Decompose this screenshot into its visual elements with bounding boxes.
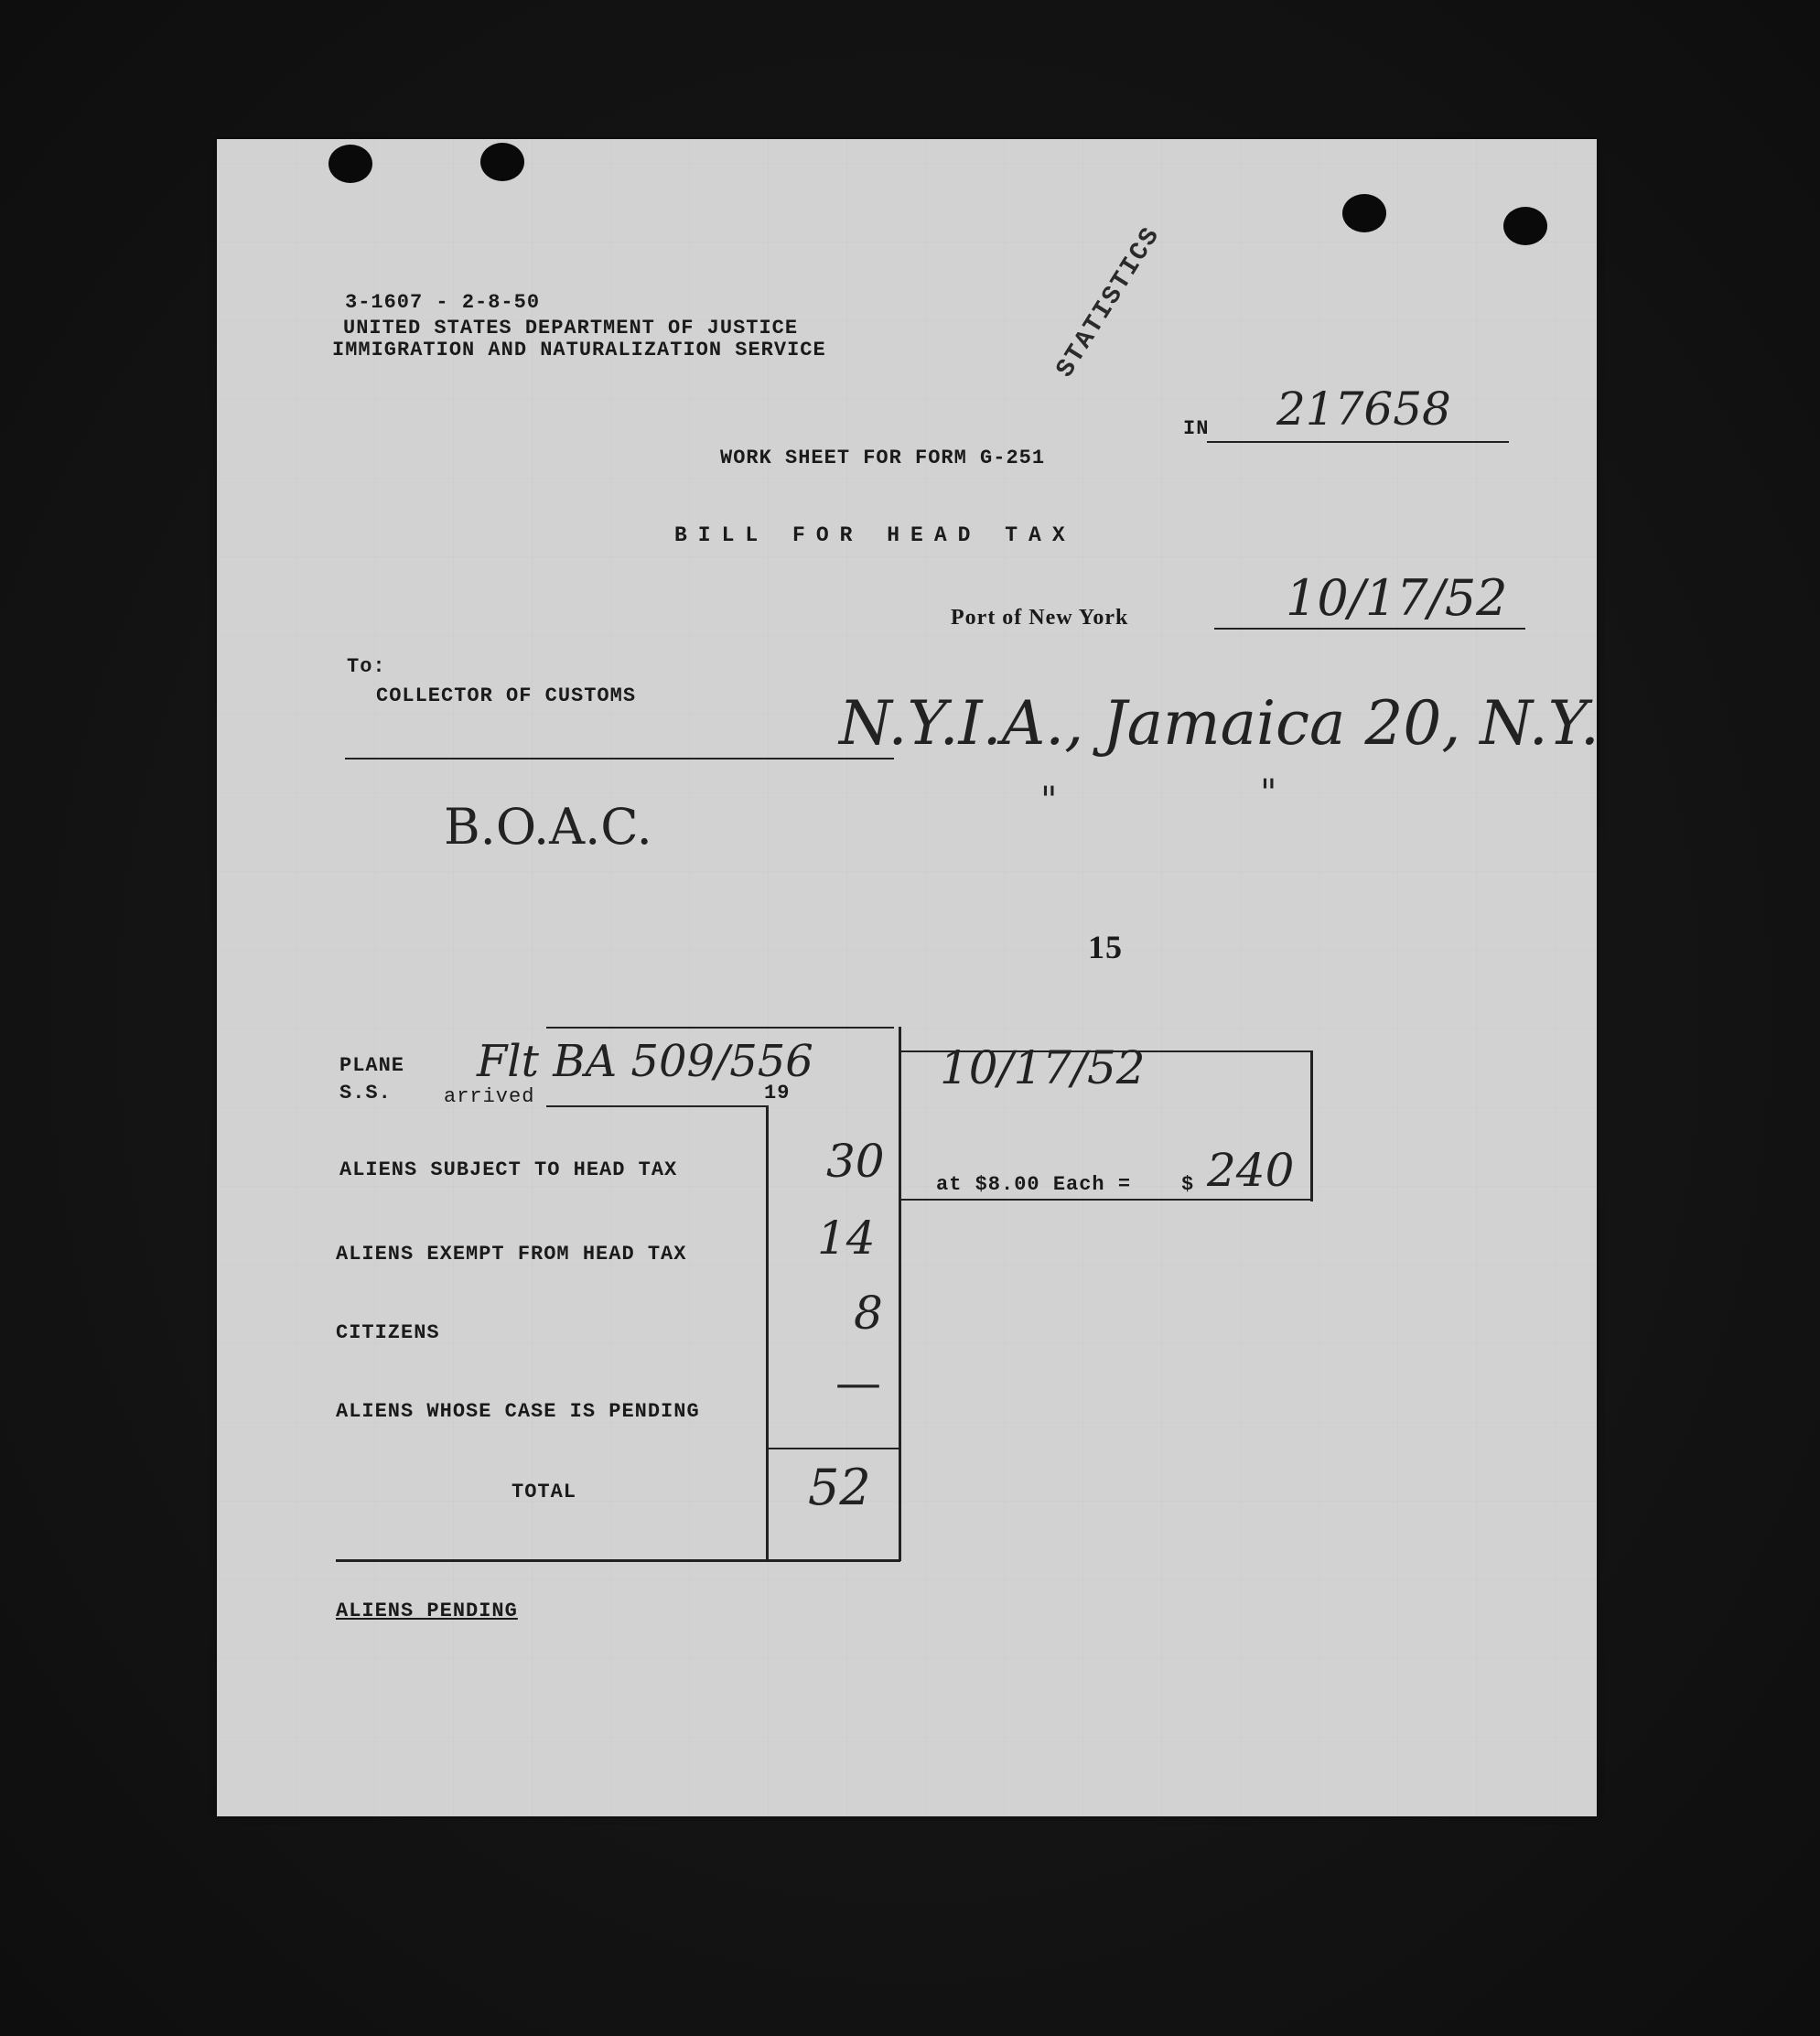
punch-hole [1503, 207, 1547, 245]
rate-text: at $8.00 Each = [936, 1173, 1132, 1196]
ditto-mark: " [1260, 772, 1277, 814]
in-underline [1207, 441, 1509, 443]
rate-currency: $ [1181, 1173, 1195, 1196]
ditto-mark: " [1040, 780, 1058, 822]
bill-title: BILL FOR HEAD TAX [674, 523, 1076, 547]
rate-amount: 240 [1207, 1144, 1295, 1197]
to-underline [345, 758, 894, 759]
row-label-citizens: CITIZENS [336, 1321, 440, 1344]
punch-hole [1342, 194, 1386, 232]
in-label: IN [1183, 417, 1210, 440]
total-value: 52 [808, 1459, 871, 1516]
arrived-label: arrived [444, 1085, 535, 1108]
row-label-subject: ALIENS SUBJECT TO HEAD TAX [339, 1158, 678, 1181]
aliens-pending-label: ALIENS PENDING [336, 1600, 518, 1622]
flight-number: Flt BA 509/556 [477, 1036, 813, 1087]
total-label: TOTAL [512, 1481, 577, 1503]
row-label-exempt: ALIENS EXEMPT FROM HEAD TAX [336, 1243, 687, 1266]
arrival-date: 10/17/52 [940, 1041, 1146, 1094]
table-vertical-right [899, 1027, 901, 1561]
row-value-pending: — [835, 1356, 881, 1409]
rate-box-bottom [900, 1199, 1313, 1201]
plane-label: PLANE [339, 1054, 405, 1077]
table-top-border [546, 1027, 894, 1029]
collector-location: N.Y.I.A., Jamaica 20, N.Y. [839, 688, 1599, 759]
punch-hole [328, 145, 372, 183]
table-bottom-border [336, 1559, 900, 1562]
table-vertical-left [766, 1105, 769, 1561]
rate-box-right [1310, 1050, 1313, 1201]
document-page [217, 139, 1597, 1816]
service-line: IMMIGRATION AND NATURALIZATION SERVICE [332, 339, 826, 361]
punch-hole [480, 143, 524, 181]
carrier-name: B.O.A.C. [444, 798, 652, 856]
row-value-subject: 30 [826, 1135, 885, 1188]
port-underline [1214, 628, 1525, 630]
port-label: Port of New York [951, 606, 1129, 630]
form-code: 3-1607 - 2-8-50 [345, 291, 541, 314]
in-number: 217658 [1276, 382, 1451, 436]
year-prefix: 19 [764, 1082, 791, 1104]
statistics-stamp: STATISTICS [1051, 221, 1167, 383]
arrived-underline [546, 1105, 769, 1107]
row-value-exempt: 14 [817, 1212, 876, 1265]
worksheet-title: WORK SHEET FOR FORM G-251 [720, 447, 1046, 469]
port-date: 10/17/52 [1286, 569, 1508, 627]
collector-label: COLLECTOR OF CUSTOMS [376, 684, 637, 707]
document-number: 15 [1088, 929, 1123, 965]
ss-label: S.S. [339, 1082, 392, 1104]
total-separator [766, 1448, 900, 1449]
row-label-pending: ALIENS WHOSE CASE IS PENDING [336, 1400, 700, 1423]
to-label: To: [347, 655, 386, 678]
department-line: UNITED STATES DEPARTMENT OF JUSTICE [343, 317, 799, 339]
row-value-citizens: 8 [854, 1287, 883, 1340]
